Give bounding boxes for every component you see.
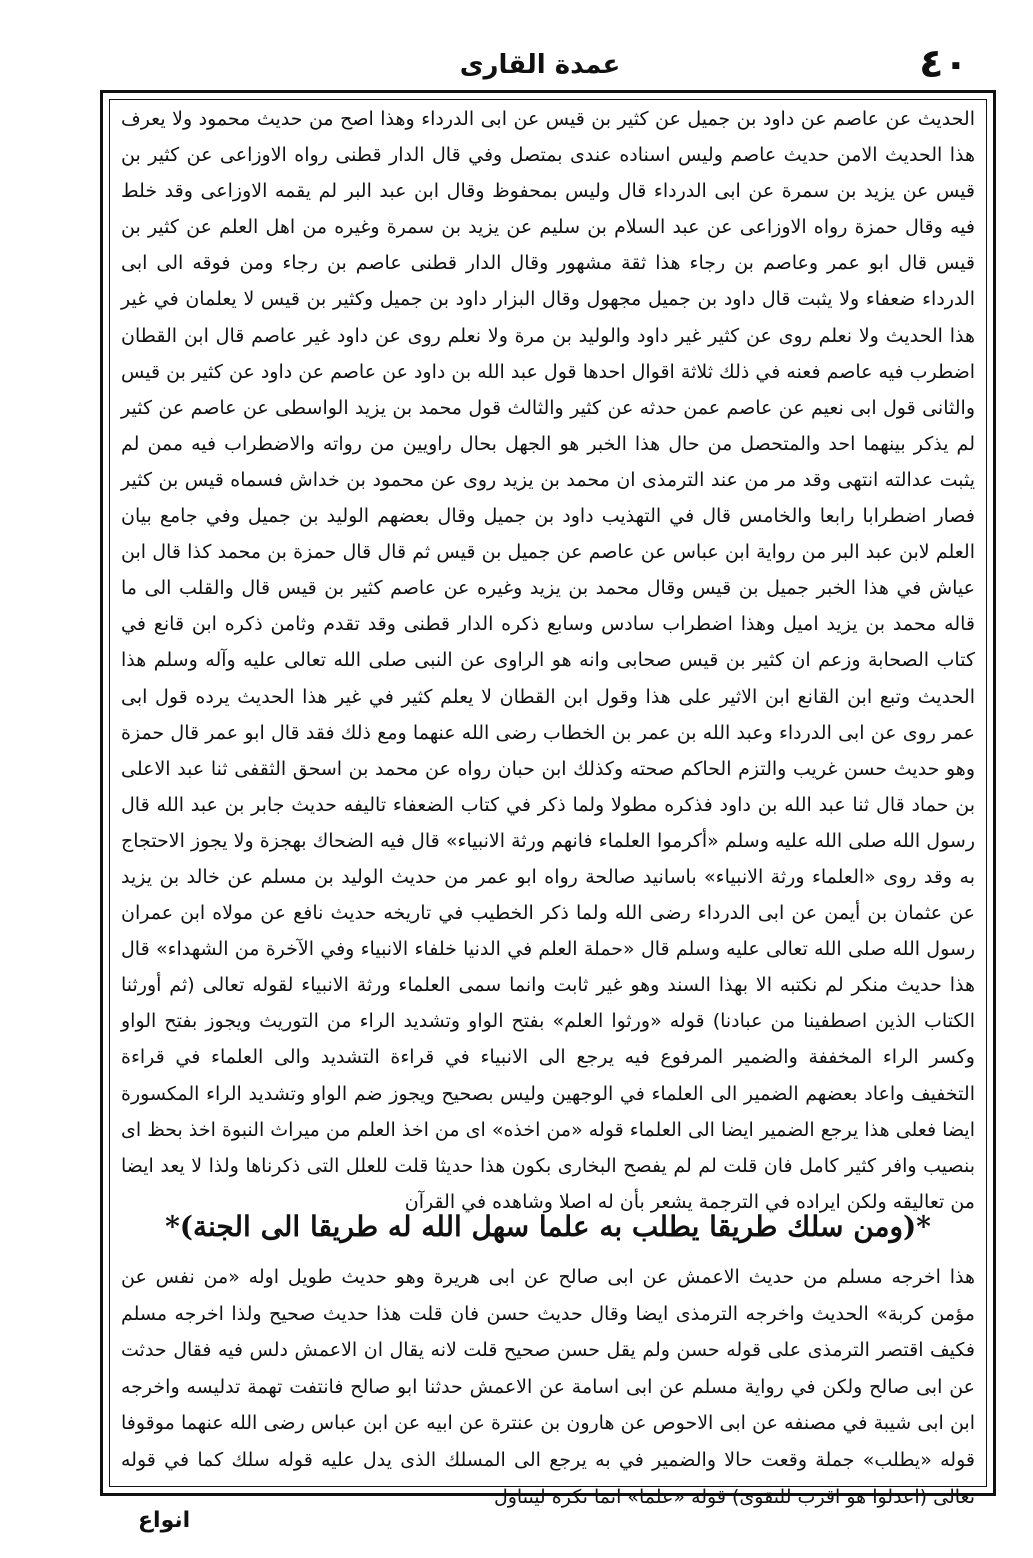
chapter-heading: *(ومن سلك طريقا يطلب به علما سهل الله له طريقا الى الجنة)*: [165, 1210, 931, 1243]
paragraph: هذا اخرجه مسلم من حديث الاعمش عن ابى صالح عن ابى هريرة وهو حديث طويل اوله «من نفس عن مؤمن كربة» الحديث واخرجه الترمذى ايضا وقال حديث حسن فان قلت هذا حديث صحيح ولذا اخرجه مسلم فكيف اقتصر الترمذى على قوله حسن ولم يقل حسن صحيح قلت لانه يقال ان الاعمش دلس فيه فقال حدثت عن ابى صالح ولكن في رواية مسلم عن ابى اسامة عن الاعمش حدثنا ابو صالح فانتفت تهمة تدليسه واخرجه ابن ابى شيبة في مصنفه عن ابى الاحوص عن هارون بن عنترة عن ابيه عن ابن عباس رضى الله عنهما موقوفا قوله «يطلب» جملة وقعت حالا والضمير في به يرجع الى المسلك الذى يدل عليه قوله سلك كما في قوله تعالى (اعدلوا هو اقرب للتقوى) قوله «علما» انما نكره ليتناول: [121, 1266, 975, 1508]
commentary-section-2: [121, 1259, 975, 1515]
paragraph: الحديث عن عاصم عن داود بن جميل عن كثير بن قيس عن ابى الدرداء وهذا اصح من حديث محمود ولا يعرف هذا الحديث الامن حديث عاصم وليس اسناده عندى بمتصل وفي قال الدار قطنى رواه الاوزاعى عن كثير بن قيس عن يزيد بن سمرة عن ابى الدرداء قال وليس بمحفوظ وقال ابن عبد البر لم يقمه الاوزاعى وقد خلط فيه وقال حمزة رواه الاوزاعى عن عبد السلام بن سليم عن يزيد بن سمرة وغيره من اهل العلم عن كثير بن قيس قال ابو عمر وعاصم بن رجاء هذا ثقة مشهور وقال الدار قطنى عاصم بن رجاء ومن فوقه الى ابى الدرداء ضعفاء ولا يثبت قال داود بن جميل مجهول وقال البزار داود بن جميل وكثير بن قيس لا يعلمان في غير هذا الحديث ولا نعلم روى عن كثير غير داود والوليد بن مرة ولا نعلم روى عن داود غير عاصم قال ابن القطان اضطرب فيه عاصم فعنه في ذلك ثلاثة اقوال احدها قول عبد الله بن داود عن عاصم عن داود عن كثير بن قيس والثانى قول ابى نعيم عن عاصم عمن حدثه عن كثير والثالث قول محمد بن يزيد الواسطى عن عاصم عن كثير لم يذكر بينهما احد والمتحصل من حال هذا الخبر هو الجهل بحال راويين من رواته والاضطراب فيه ممن لم يثبت عدالته انتهى وقد مر من عند الترمذى ان محمد بن يزيد روى عن محمود بن خداش فسماه قيس بن كثير فصار اضطرابا رابعا والخامس قال في التهذيب داود بن جميل وقال بعضهم الوليد بن جميل وفي جامع بيان العلم لابن عبد البر من رواية ابن عباس عن عاصم عن جميل بن قيس ثم قال قال حمزة بن محمد كذا قال ابن عياش في هذا الخبر جميل بن قيس وقال محمد بن يزيد وغيره عن عاصم كثير بن قيس قال والقلب الى ما قاله محمد بن يزيد اميل وهذا اضطراب سادس وسابع ذكره الدار قطنى وقد تقدم وثامن ذكره ابن قانع في كتاب الصحابة وزعم ان كثير بن قيس صحابى وانه هو الراوى عن النبى صلى الله تعالى عليه وآله وسلم هذا الحديث وتبع ابن القانع ابن الاثير على هذا وقول ابن القطان لا يعلم كثير في غير هذا الحديث يرده قول ابى عمر روى عن ابى الدرداء وعبد الله بن عمر بن الخطاب رضى الله عنهما ومع ذلك فقد قال ابو عمر قال حمزة وهو حديث حسن غريب والتزم الحاكم صحته وكذلك ابن حبان رواه عن محمد بن اسحق الثقفى ثنا عبد الاعلى بن حماد قال ثنا عبد الله بن داود فذكره مطولا ولما ذكر في كتاب الضعفاء تاليفه حديث جابر بن عبد الله قال رسول الله صلى الله عليه وسلم «أكرموا العلماء فانهم ورثة الانبياء» قال فيه الضحاك بهجزة ولا يجوز الاحتجاج به وقد روى «العلماء ورثة الانبياء» باسانيد صالحة رواه ابو عمر من حديث الوليد بن مسلم عن خالد بن يزيد عن عثمان بن أيمن عن ابى الدرداء رضى الله ولما ذكر الخطيب في تاريخه حديث نافع عن مولاه ابن عمران رسول الله صلى الله تعالى عليه وسلم قال «حملة العلم في الدنيا خلفاء الانبياء وفي الآخرة من الشهداء» قال هذا حديث منكر لم نكتبه الا بهذا السند وهو غير ثابت وانما سمى العلماء ورثة الانبياء لقوله تعالى (ثم أورثنا الكتاب الذين اصطفينا من عبادنا) قوله «ورثوا العلم» بفتح الواو وتشديد الراء من التوريث ويجوز بفتح الواو وكسر الراء المخففة والضمير المرفوع فيه يرجع الى الانبياء في قراءة التشديد والى العلماء في قراءة التخفيف واعاد بعضهم الضمير الى العلماء في الوجهين وليس بصحيح ويجوز ضم الواو وتشديد الراء المكسورة ايضا فعلى هذا يرجع الضمير ايضا الى العلماء قوله «من اخذه» اى من اخذ العلم من ميراث النبوة اخذ بحظ اى بنصيب وافر كثير كامل فان قلت لم لم يفصح البخارى بكون هذا حديثا قلت للعلل التى ذكرناها ولذا لا يعد ايضا من تعاليقه ولكن ايراده في الترجمة يشعر بأن له اصلا وشاهده في القرآن: [121, 108, 975, 1213]
text-frame: [100, 90, 996, 1508]
page-number: ٤٠: [919, 41, 968, 87]
page-header: [100, 38, 980, 88]
running-title: عمدة القارى: [459, 50, 621, 80]
catchword: انواع: [138, 1508, 191, 1533]
commentary-section-1: [121, 101, 975, 1220]
